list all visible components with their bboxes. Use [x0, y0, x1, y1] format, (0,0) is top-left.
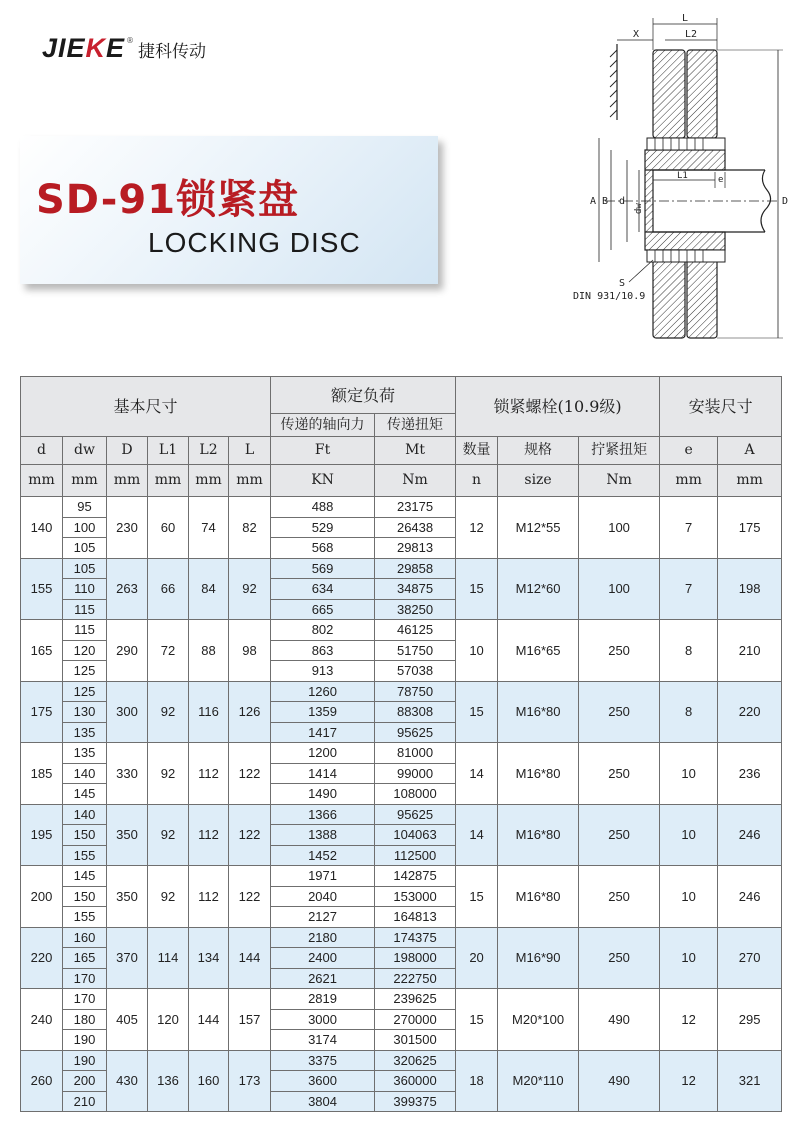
technical-drawing: [535, 10, 795, 345]
cell-dw: 110: [63, 579, 107, 600]
cell-e: 8: [660, 620, 718, 682]
cell-mt: 95625: [375, 804, 456, 825]
cell-l1: 92: [148, 866, 189, 928]
unit-mm: mm: [107, 465, 148, 497]
cell-bolt-qty: 15: [456, 989, 498, 1051]
cell-dw: 135: [63, 743, 107, 764]
cell-bolt-qty: 15: [456, 866, 498, 928]
product-title: [36, 168, 299, 225]
cell-dw: 140: [63, 804, 107, 825]
cell-l1: 92: [148, 743, 189, 805]
cell-bolt-spec: M16*65: [498, 620, 579, 682]
brand-name: 捷科传动: [138, 42, 207, 62]
cell-tightening-torque: 490: [579, 989, 660, 1051]
cell-dw: 95: [63, 497, 107, 518]
dim-label-d-big: D: [782, 196, 789, 207]
cell-ft: 863: [271, 640, 375, 661]
dim-label-b: B: [602, 196, 609, 207]
cell-a: 210: [718, 620, 782, 682]
cell-d: 220: [21, 927, 63, 989]
cell-ft: 569: [271, 558, 375, 579]
cell-e: 10: [660, 804, 718, 866]
cell-mt: 78750: [375, 681, 456, 702]
cell-dw: 115: [63, 599, 107, 620]
cell-mt: 23175: [375, 497, 456, 518]
cell-ft: 529: [271, 517, 375, 538]
cell-mt: 104063: [375, 825, 456, 846]
cell-mt: 29813: [375, 538, 456, 559]
cell-bolt-qty: 10: [456, 620, 498, 682]
cell-bolt-qty: 15: [456, 681, 498, 743]
cell-ft: 1971: [271, 866, 375, 887]
unit-mm: mm: [229, 465, 271, 497]
cell-a: 175: [718, 497, 782, 559]
cell-outer-d: 300: [107, 681, 148, 743]
cell-a: 246: [718, 804, 782, 866]
unit-size: size: [498, 465, 579, 497]
cell-bolt-spec: M12*55: [498, 497, 579, 559]
cell-mt: 399375: [375, 1091, 456, 1112]
cell-d: 140: [21, 497, 63, 559]
cell-mt: 198000: [375, 948, 456, 969]
symbol-a: A: [718, 437, 782, 465]
cell-dw: 150: [63, 886, 107, 907]
cell-ft: 2127: [271, 907, 375, 928]
cell-dw: 155: [63, 907, 107, 928]
cell-ft: 1388: [271, 825, 375, 846]
product-name-cn: 锁紧盘: [176, 177, 300, 223]
cell-l2: 160: [189, 1050, 229, 1112]
cell-ft: 568: [271, 538, 375, 559]
cell-l2: 84: [189, 558, 229, 620]
cell-bolt-spec: M16*80: [498, 681, 579, 743]
cell-mt: 270000: [375, 1009, 456, 1030]
cell-dw: 105: [63, 538, 107, 559]
symbol-ft: Ft: [271, 437, 375, 465]
cell-mt: 46125: [375, 620, 456, 641]
cell-bolt-spec: M16*80: [498, 804, 579, 866]
header-group-row: [21, 377, 782, 414]
cell-ft: 2400: [271, 948, 375, 969]
cell-tightening-torque: 490: [579, 1050, 660, 1112]
cell-mt: 38250: [375, 599, 456, 620]
cell-ft: 665: [271, 599, 375, 620]
cell-l2: 116: [189, 681, 229, 743]
cell-dw: 200: [63, 1071, 107, 1092]
cell-l2: 112: [189, 743, 229, 805]
cell-tightening-torque: 250: [579, 743, 660, 805]
dim-label-l: L: [682, 13, 689, 24]
header-locking-bolt: 锁紧螺栓(10.9级): [456, 377, 660, 437]
cell-l1: 72: [148, 620, 189, 682]
cell-tightening-torque: 250: [579, 927, 660, 989]
cell-l2: 88: [189, 620, 229, 682]
cell-bolt-qty: 12: [456, 497, 498, 559]
cell-a: 270: [718, 927, 782, 989]
cell-l1: 136: [148, 1050, 189, 1112]
table-row: [21, 558, 782, 579]
table-row: [21, 497, 782, 518]
symbol-outer-d: D: [107, 437, 148, 465]
cell-l2: 144: [189, 989, 229, 1051]
cell-bolt-qty: 14: [456, 743, 498, 805]
symbol-l2: L2: [189, 437, 229, 465]
cell-tightening-torque: 100: [579, 558, 660, 620]
cell-bolt-spec: M16*90: [498, 927, 579, 989]
cell-mt: 360000: [375, 1071, 456, 1092]
cell-mt: 222750: [375, 968, 456, 989]
cell-a: 246: [718, 866, 782, 928]
unit-kn: KN: [271, 465, 375, 497]
cell-mt: 34875: [375, 579, 456, 600]
cell-dw: 160: [63, 927, 107, 948]
table-row: [21, 927, 782, 948]
cell-a: 236: [718, 743, 782, 805]
cell-ft: 1359: [271, 702, 375, 723]
cell-ft: 1260: [271, 681, 375, 702]
cell-bolt-spec: M16*80: [498, 866, 579, 928]
dim-label-e: e: [718, 175, 724, 185]
spec-table: [20, 376, 782, 1112]
cell-e: 10: [660, 743, 718, 805]
cell-l: 144: [229, 927, 271, 989]
cell-dw: 120: [63, 640, 107, 661]
cell-outer-d: 350: [107, 866, 148, 928]
cell-l1: 114: [148, 927, 189, 989]
cell-mt: 26438: [375, 517, 456, 538]
cell-e: 8: [660, 681, 718, 743]
cell-bolt-spec: M12*60: [498, 558, 579, 620]
cell-mt: 81000: [375, 743, 456, 764]
cell-ft: 2180: [271, 927, 375, 948]
header-basic-dimensions: 基本尺寸: [21, 377, 271, 437]
cell-dw: 190: [63, 1050, 107, 1071]
cell-l1: 92: [148, 681, 189, 743]
cell-mt: 174375: [375, 927, 456, 948]
table-row: [21, 804, 782, 825]
symbol-dw: dw: [63, 437, 107, 465]
cell-mt: 239625: [375, 989, 456, 1010]
cell-dw: 210: [63, 1091, 107, 1112]
cell-l2: 112: [189, 866, 229, 928]
cell-bolt-qty: 15: [456, 558, 498, 620]
cell-bolt-qty: 18: [456, 1050, 498, 1112]
cell-d: 185: [21, 743, 63, 805]
cell-a: 198: [718, 558, 782, 620]
cell-outer-d: 405: [107, 989, 148, 1051]
cell-outer-d: 350: [107, 804, 148, 866]
header-quantity: 数量: [456, 437, 498, 465]
cell-ft: 488: [271, 497, 375, 518]
cell-dw: 150: [63, 825, 107, 846]
cell-e: 10: [660, 927, 718, 989]
symbol-e: e: [660, 437, 718, 465]
cell-dw: 180: [63, 1009, 107, 1030]
table-row: [21, 620, 782, 641]
table-row: [21, 1050, 782, 1071]
brand-logo: [42, 33, 206, 64]
unit-n: n: [456, 465, 498, 497]
cell-outer-d: 330: [107, 743, 148, 805]
cell-dw: 100: [63, 517, 107, 538]
dim-label-d-small: d: [619, 196, 626, 207]
cell-tightening-torque: 100: [579, 497, 660, 559]
cell-ft: 2819: [271, 989, 375, 1010]
cell-ft: 3174: [271, 1030, 375, 1051]
cell-dw: 125: [63, 661, 107, 682]
cell-e: 12: [660, 1050, 718, 1112]
cell-l: 126: [229, 681, 271, 743]
cell-bolt-spec: M16*80: [498, 743, 579, 805]
bolt-standard-label: DIN 931/10.9: [573, 291, 646, 302]
dim-label-s: S: [619, 278, 626, 289]
cell-mt: 88308: [375, 702, 456, 723]
cell-mt: 108000: [375, 784, 456, 805]
cell-ft: 1414: [271, 763, 375, 784]
unit-nm: Nm: [375, 465, 456, 497]
unit-mm: mm: [63, 465, 107, 497]
logo-wordmark: JIEKE: [42, 33, 126, 63]
dim-label-l1: L1: [677, 171, 688, 181]
cell-e: 7: [660, 497, 718, 559]
cell-dw: 125: [63, 681, 107, 702]
header-symbol-row: [21, 437, 782, 465]
unit-mm: mm: [718, 465, 782, 497]
cell-tightening-torque: 250: [579, 620, 660, 682]
cell-dw: 130: [63, 702, 107, 723]
unit-mm: mm: [21, 465, 63, 497]
cell-l1: 92: [148, 804, 189, 866]
cell-d: 195: [21, 804, 63, 866]
cell-l2: 134: [189, 927, 229, 989]
symbol-d: d: [21, 437, 63, 465]
cell-mt: 95625: [375, 722, 456, 743]
dim-label-l2: L2: [685, 29, 698, 40]
spec-table-body: [21, 377, 782, 1112]
header-spec: 规格: [498, 437, 579, 465]
cell-l: 173: [229, 1050, 271, 1112]
header-install-dimensions: 安装尺寸: [660, 377, 782, 437]
table-row: [21, 989, 782, 1010]
cell-bolt-spec: M20*110: [498, 1050, 579, 1112]
cell-ft: 634: [271, 579, 375, 600]
cell-a: 321: [718, 1050, 782, 1112]
unit-mm: mm: [148, 465, 189, 497]
cell-outer-d: 263: [107, 558, 148, 620]
cell-ft: 3375: [271, 1050, 375, 1071]
cell-mt: 57038: [375, 661, 456, 682]
unit-mm: mm: [189, 465, 229, 497]
cell-tightening-torque: 250: [579, 804, 660, 866]
cell-dw: 165: [63, 948, 107, 969]
cell-mt: 301500: [375, 1030, 456, 1051]
unit-nm: Nm: [579, 465, 660, 497]
cell-e: 10: [660, 866, 718, 928]
cell-l1: 66: [148, 558, 189, 620]
cell-bolt-spec: M20*100: [498, 989, 579, 1051]
cell-mt: 51750: [375, 640, 456, 661]
product-name-en: LOCKING DISC: [148, 227, 361, 258]
cell-d: 165: [21, 620, 63, 682]
cell-mt: 29858: [375, 558, 456, 579]
cell-dw: 170: [63, 968, 107, 989]
cell-l2: 112: [189, 804, 229, 866]
cell-ft: 1490: [271, 784, 375, 805]
table-row: [21, 866, 782, 887]
dim-label-a: A: [590, 196, 597, 207]
cell-dw: 145: [63, 784, 107, 805]
cell-ft: 3000: [271, 1009, 375, 1030]
cell-dw: 155: [63, 845, 107, 866]
cell-mt: 320625: [375, 1050, 456, 1071]
cell-l: 82: [229, 497, 271, 559]
cell-l: 122: [229, 743, 271, 805]
cell-l: 157: [229, 989, 271, 1051]
dim-label-dw: dw: [634, 203, 644, 214]
cell-ft: 1366: [271, 804, 375, 825]
cell-d: 175: [21, 681, 63, 743]
cell-tightening-torque: 250: [579, 681, 660, 743]
cell-d: 200: [21, 866, 63, 928]
cell-ft: 1417: [271, 722, 375, 743]
model-code: SD-91: [36, 177, 177, 223]
header-axial-force: 传递的轴向力: [271, 414, 375, 437]
cell-ft: 1452: [271, 845, 375, 866]
cell-d: 240: [21, 989, 63, 1051]
header-unit-row: [21, 465, 782, 497]
cell-mt: 153000: [375, 886, 456, 907]
cell-outer-d: 370: [107, 927, 148, 989]
cell-ft: 3804: [271, 1091, 375, 1112]
cell-ft: 913: [271, 661, 375, 682]
cell-l: 98: [229, 620, 271, 682]
cell-dw: 170: [63, 989, 107, 1010]
cell-dw: 105: [63, 558, 107, 579]
cell-dw: 190: [63, 1030, 107, 1051]
cell-bolt-qty: 14: [456, 804, 498, 866]
table-row: [21, 681, 782, 702]
cell-dw: 145: [63, 866, 107, 887]
cell-l1: 120: [148, 989, 189, 1051]
cell-l: 122: [229, 866, 271, 928]
cell-ft: 2621: [271, 968, 375, 989]
registered-mark: ®: [126, 36, 135, 45]
cell-outer-d: 430: [107, 1050, 148, 1112]
cell-ft: 802: [271, 620, 375, 641]
cell-outer-d: 230: [107, 497, 148, 559]
cell-a: 295: [718, 989, 782, 1051]
unit-mm: mm: [660, 465, 718, 497]
header-tightening-torque: 拧紧扭矩: [579, 437, 660, 465]
cell-ft: 2040: [271, 886, 375, 907]
cell-l: 92: [229, 558, 271, 620]
header-rated-load: 额定负荷: [271, 377, 456, 414]
cell-e: 12: [660, 989, 718, 1051]
cell-dw: 140: [63, 763, 107, 784]
header-torque: 传递扭矩: [375, 414, 456, 437]
cell-l2: 74: [189, 497, 229, 559]
cell-e: 7: [660, 558, 718, 620]
cell-d: 155: [21, 558, 63, 620]
cell-outer-d: 290: [107, 620, 148, 682]
cell-dw: 135: [63, 722, 107, 743]
cell-mt: 142875: [375, 866, 456, 887]
symbol-l1: L1: [148, 437, 189, 465]
cell-d: 260: [21, 1050, 63, 1112]
cell-l: 122: [229, 804, 271, 866]
cell-ft: 3600: [271, 1071, 375, 1092]
cell-ft: 1200: [271, 743, 375, 764]
cell-tightening-torque: 250: [579, 866, 660, 928]
cell-dw: 115: [63, 620, 107, 641]
cell-mt: 99000: [375, 763, 456, 784]
table-row: [21, 743, 782, 764]
symbol-mt: Mt: [375, 437, 456, 465]
cell-a: 220: [718, 681, 782, 743]
symbol-l: L: [229, 437, 271, 465]
cell-bolt-qty: 20: [456, 927, 498, 989]
cell-l1: 60: [148, 497, 189, 559]
cell-mt: 112500: [375, 845, 456, 866]
cell-mt: 164813: [375, 907, 456, 928]
dim-label-x: X: [633, 29, 640, 40]
